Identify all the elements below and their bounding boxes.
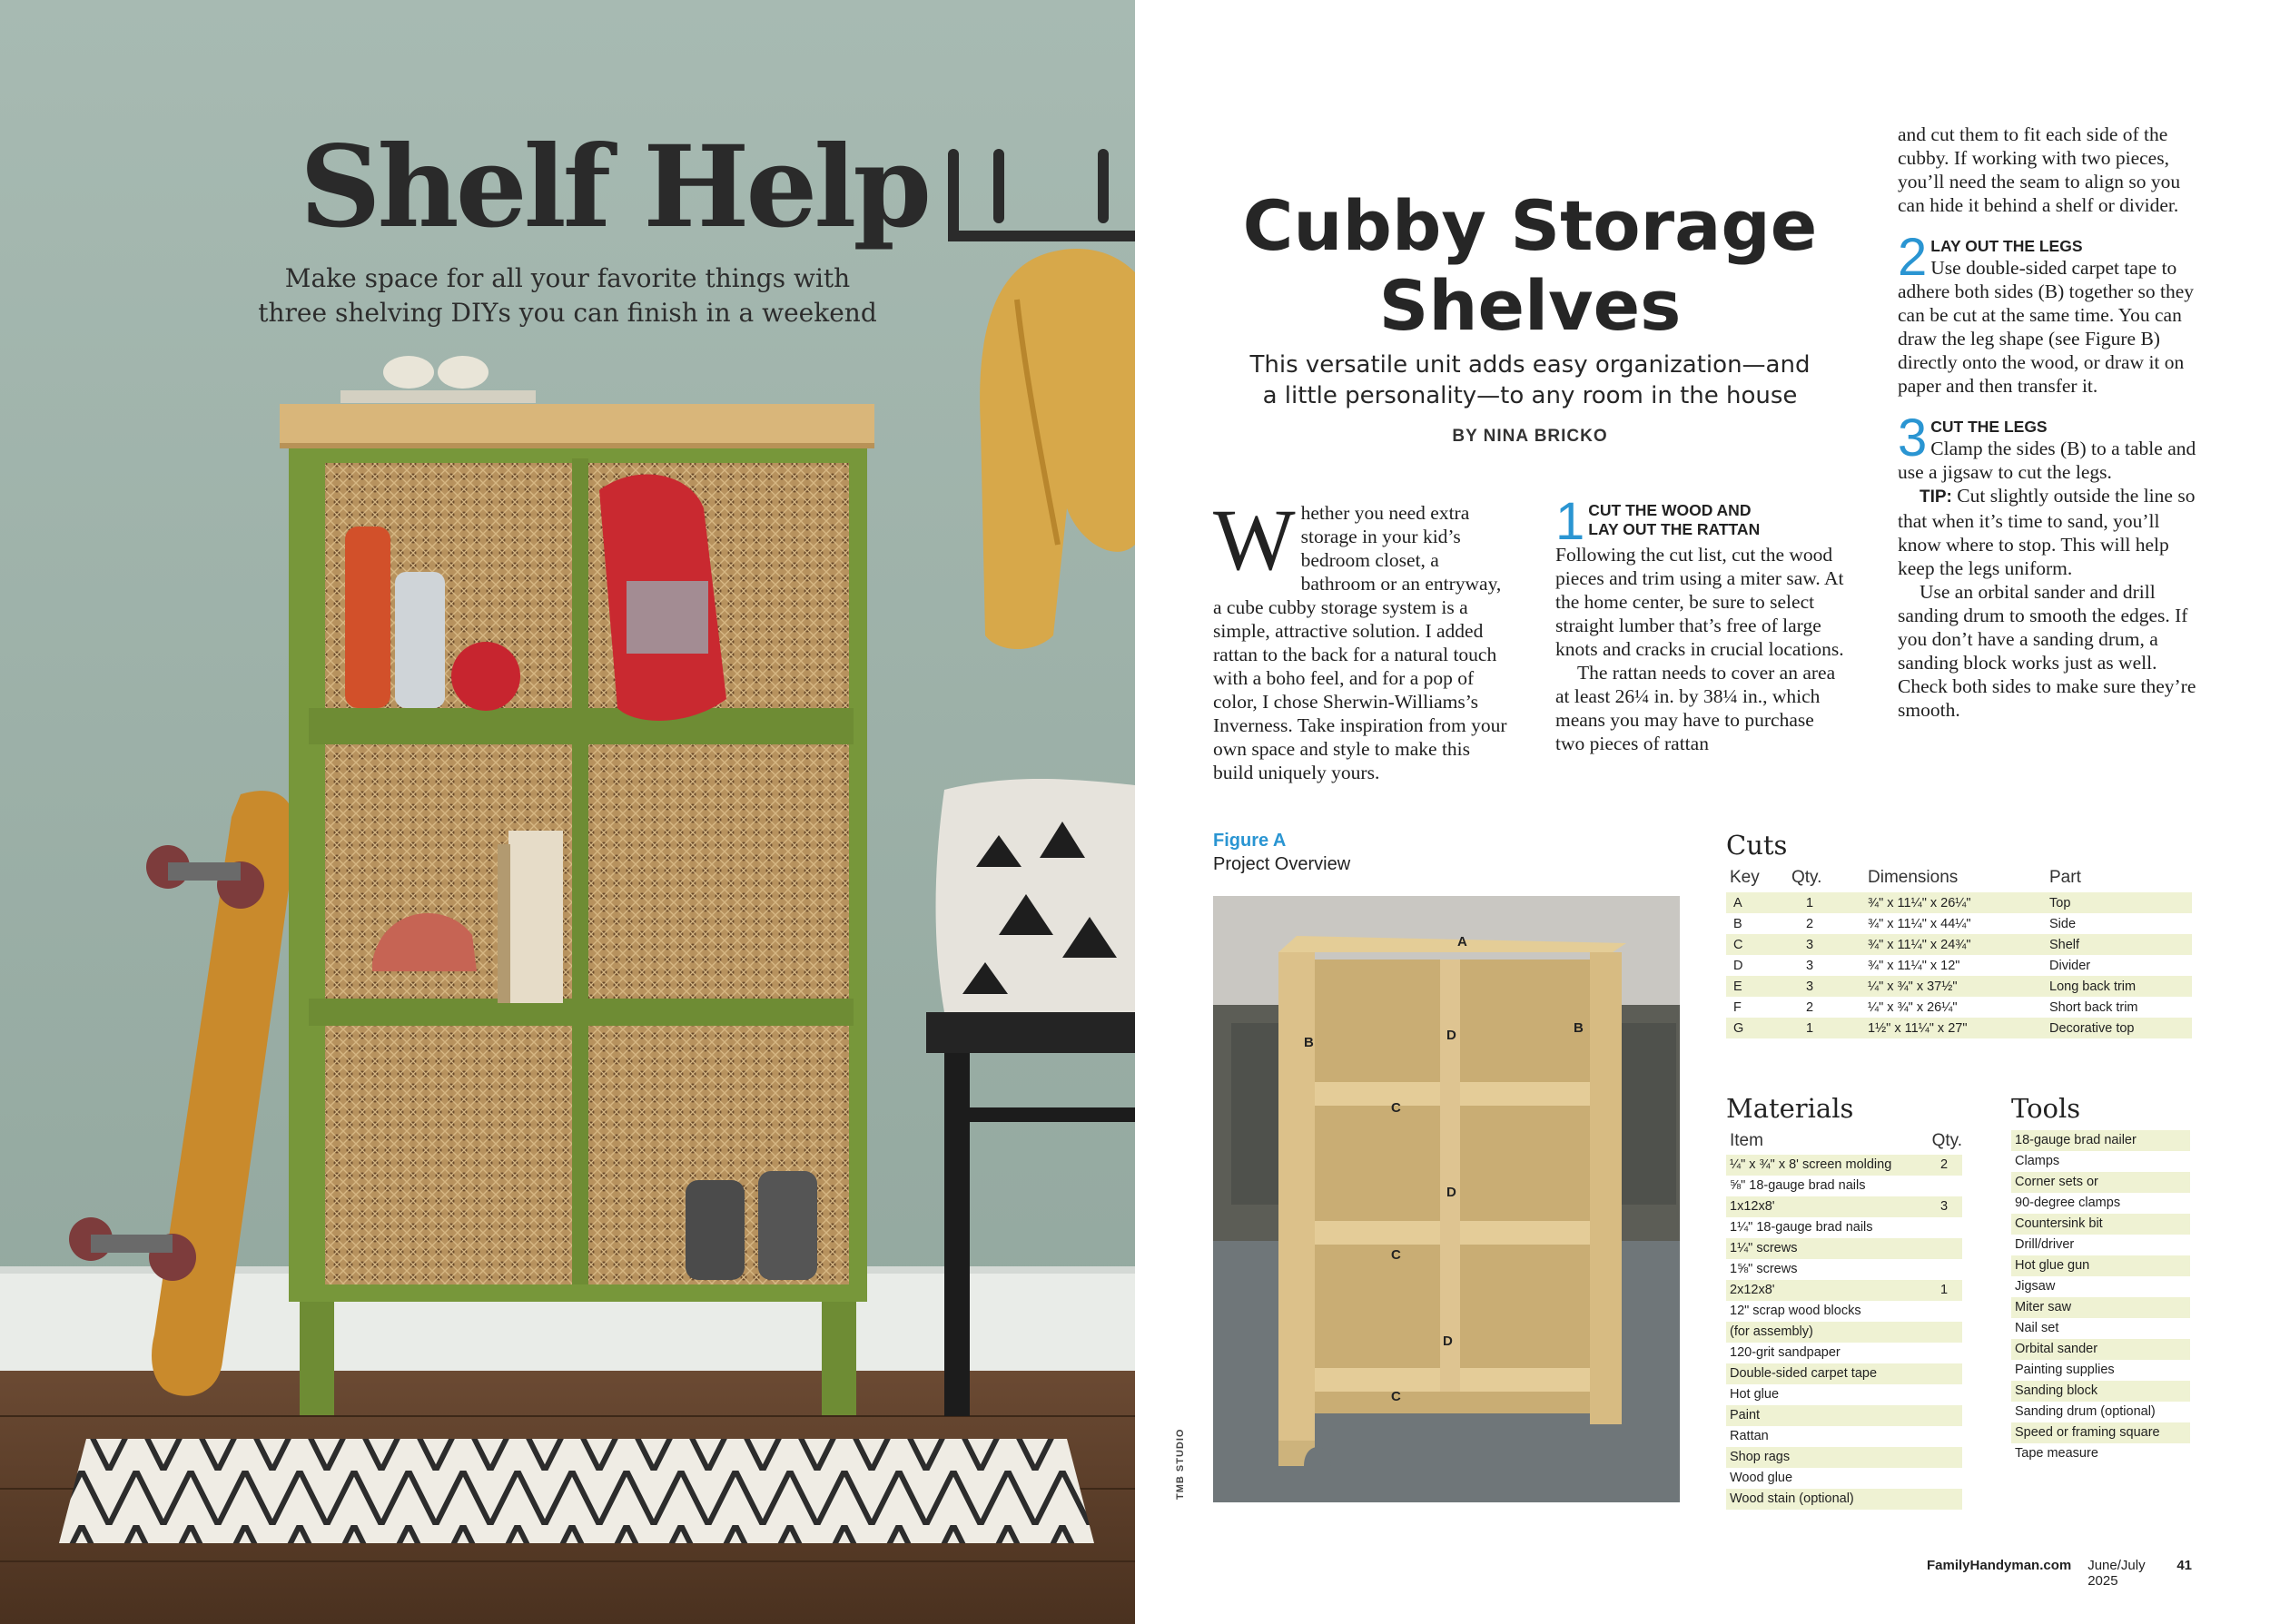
- cuts-cell-qty: 1: [1791, 1018, 1868, 1038]
- cuts-row: [1726, 955, 2192, 976]
- cuts-col-qty: Qty.: [1791, 868, 1822, 887]
- materials-row: [1726, 1468, 1962, 1489]
- figure-part-label: B: [1574, 1020, 1584, 1036]
- step-3-number: 3: [1898, 418, 1928, 468]
- materials-qty: [1926, 1301, 1962, 1322]
- tools-row: [2011, 1402, 2190, 1422]
- step-3-paragraph-1: Clamp the sides (B) to a table and use a jigsaw to cut the legs.: [1898, 438, 2196, 483]
- figure-part-label: D: [1443, 1334, 1453, 1349]
- materials-heading: Materials: [1726, 1093, 1854, 1124]
- figure-part-label: A: [1457, 934, 1467, 950]
- cuts-cell-dimensions: ¾" x 11¼" x 12": [1868, 958, 1960, 973]
- materials-qty: [1926, 1405, 1962, 1426]
- article-deck-line-2: a little personality—to any room in the house: [1262, 382, 1798, 409]
- cuts-cell-part: Shelf: [2049, 934, 2192, 955]
- materials-row: [1726, 1196, 1962, 1217]
- materials-row: [1726, 1426, 1962, 1447]
- materials-row: [1726, 1343, 1962, 1363]
- materials-item: 1¼" screws: [1730, 1241, 1798, 1255]
- materials-qty: [1926, 1217, 1962, 1238]
- cuts-cell-part: Short back trim: [2049, 999, 2138, 1015]
- materials-qty: [1926, 1322, 1962, 1343]
- materials-qty: [1926, 1176, 1962, 1196]
- spread-deck: [222, 261, 913, 330]
- tools-item: Miter saw: [2015, 1300, 2072, 1314]
- cuts-row: [1726, 1018, 2192, 1038]
- tools-row: [2011, 1151, 2190, 1172]
- cuts-cell-dimensions: 1½" x 11¼" x 27": [1868, 1018, 2049, 1038]
- figure-label: Figure A: [1213, 831, 1287, 851]
- tip-text: Cut slightly outside the line so that when it’s time to sand, you’ll know where to stop. This will help keep the legs uniform.: [1898, 485, 2196, 579]
- figure-part-label: C: [1391, 1389, 1401, 1404]
- materials-item: 12" scrap wood blocks: [1730, 1304, 1861, 1318]
- materials-qty: 3: [1939, 1199, 1949, 1214]
- materials-row: [1726, 1280, 1962, 1301]
- tools-row: [2011, 1130, 2190, 1151]
- photo-credit: TMB STUDIO: [1175, 1428, 1186, 1500]
- materials-item: 1⅝" screws: [1730, 1262, 1798, 1276]
- materials-qty: [1926, 1384, 1962, 1405]
- materials-row: [1726, 1155, 1962, 1176]
- tools-list: [2011, 1130, 2190, 1464]
- tools-row: [2011, 1193, 2190, 1214]
- tools-item: Countersink bit: [2015, 1216, 2103, 1231]
- cuts-cell-part: Long back trim: [2049, 976, 2192, 997]
- tools-row: [2011, 1235, 2190, 1255]
- tools-item: Speed or framing square: [2015, 1425, 2160, 1440]
- figure-part-label: B: [1304, 1035, 1314, 1050]
- cuts-cell-qty: 3: [1806, 958, 1814, 973]
- materials-row: [1726, 1322, 1962, 1343]
- tools-row: [2011, 1214, 2190, 1235]
- cuts-row: [1726, 892, 2192, 913]
- cuts-cell-key: G: [1726, 1018, 1791, 1038]
- tools-row: [2011, 1276, 2190, 1297]
- materials-item: Rattan: [1730, 1429, 1769, 1443]
- tools-row: [2011, 1318, 2190, 1339]
- tools-row: [2011, 1443, 2190, 1464]
- cuts-col-key: Key: [1730, 868, 1760, 887]
- cuts-col-dimensions: Dimensions: [1868, 868, 1959, 887]
- cuts-cell-dimensions: ¼" x ¾" x 37½": [1868, 976, 2049, 997]
- cuts-cell-qty: 3: [1791, 976, 1868, 997]
- materials-item: 1¼" 18-gauge brad nails: [1730, 1220, 1873, 1235]
- cuts-header-row: [1726, 868, 2192, 892]
- step-3-paragraph-2: Use an orbital sander and drill sanding drum to smooth the edges. If you don’t have a sanding drum, a sanding block works just as well. Check both sides to make sure they’re smooth.: [1898, 581, 2196, 721]
- materials-item: 120-grit sandpaper: [1730, 1345, 1841, 1360]
- step-3: [1898, 418, 2197, 722]
- cuts-cell-dimensions: ¾" x 11¼" x 26¼": [1868, 892, 2049, 913]
- materials-row: [1726, 1363, 1962, 1384]
- cuts-col-part: Part: [2049, 868, 2081, 887]
- footer-issue: June/July 2025: [2087, 1558, 2146, 1589]
- tools-item: Sanding drum (optional): [2015, 1404, 2156, 1419]
- tools-item: Nail set: [2015, 1321, 2059, 1335]
- tools-item: Tape measure: [2015, 1446, 2098, 1461]
- tools-row: [2011, 1422, 2190, 1443]
- materials-col-qty: Qty.: [1931, 1131, 1962, 1150]
- tools-item: Orbital sander: [2015, 1342, 2098, 1356]
- tools-row: [2011, 1172, 2190, 1193]
- step-1-paragraph-1: Following the cut list, cut the wood pieces and trim using a miter saw. At the home center, be sure to select straight lumber that’s free of large knots and cracks in crucial locations.: [1555, 544, 1844, 660]
- cuts-row: [1726, 976, 2192, 997]
- figure-a-photo: [1213, 896, 1680, 1502]
- cuts-cell-key: F: [1733, 999, 1742, 1015]
- tools-row: [2011, 1297, 2190, 1318]
- materials-qty: 2: [1939, 1157, 1949, 1172]
- materials-item: (for assembly): [1730, 1324, 1813, 1339]
- step-1-heading-line-1: CUT THE WOOD AND: [1588, 501, 1752, 519]
- tools-item: Drill/driver: [2015, 1237, 2075, 1252]
- step-2-heading: LAY OUT THE LEGS: [1930, 237, 2083, 255]
- materials-item: Hot glue: [1730, 1387, 1780, 1402]
- figure-part-label: C: [1391, 1100, 1401, 1116]
- materials-row: [1726, 1405, 1962, 1426]
- cuts-cell-key: E: [1726, 976, 1791, 997]
- materials-item: 1x12x8': [1730, 1199, 1775, 1214]
- cuts-cell-key: D: [1733, 958, 1743, 973]
- materials-row: [1726, 1217, 1962, 1238]
- materials-qty: [1926, 1489, 1962, 1510]
- cuts-cell-part: Divider: [2049, 958, 2091, 973]
- tools-item: Corner sets or: [2015, 1175, 2098, 1189]
- cuts-cell-part: Decorative top: [2049, 1018, 2192, 1038]
- cuts-cell-part: Top: [2049, 892, 2192, 913]
- cuts-heading: Cuts: [1726, 830, 1788, 861]
- cuts-cell-qty: 2: [1806, 999, 1814, 1015]
- tools-row: [2011, 1255, 2190, 1276]
- materials-item: Wood glue: [1730, 1471, 1793, 1485]
- step-1-column: [1555, 501, 1846, 755]
- article-title: [1208, 186, 1852, 346]
- step-column-3: [1898, 123, 2197, 722]
- cuts-cell-part: Side: [2049, 916, 2077, 931]
- page-footer: [1927, 1558, 2192, 1589]
- step-2-number: 2: [1898, 237, 1928, 287]
- cuts-cell-qty: 2: [1806, 916, 1814, 931]
- drop-cap: W: [1213, 491, 1296, 588]
- materials-qty: [1926, 1468, 1962, 1489]
- step-3-heading: CUT THE LEGS: [1930, 418, 2048, 436]
- materials-row: [1726, 1259, 1962, 1280]
- figure-part-label: D: [1446, 1185, 1456, 1200]
- materials-header-row: [1726, 1130, 1962, 1155]
- intro-column: [1213, 491, 1511, 784]
- spread-title: Shelf Help: [300, 122, 929, 253]
- article-deck: [1208, 349, 1852, 411]
- materials-item: ⅝" 18-gauge brad nails: [1730, 1178, 1866, 1193]
- materials-qty: [1926, 1363, 1962, 1384]
- step-1-paragraph-2-continued: and cut them to fit each side of the cubby. If working with two pieces, you’ll need the seam to align so you can hide it behind a shelf or divider.: [1898, 123, 2181, 216]
- cuts-row: [1726, 997, 2192, 1018]
- intro-text: hether you need extra storage in your kid’s bedroom closet, a bathroom or an entryway, a cube cubby storage system is a simple, attractive solution. I added rattan to the back for a natural touch with a boho feel, and for a pop of color, I chose Sherwin-Williams’s Inverness. Take inspiration from your own space and style to make this build uniquely yours.: [1213, 502, 1507, 783]
- spread-deck-line-2: three shelving DIYs you can finish in a weekend: [258, 298, 877, 328]
- step-1-heading: [1555, 501, 1846, 539]
- tools-item: 18-gauge brad nailer: [2015, 1133, 2137, 1147]
- materials-item: 2x12x8': [1730, 1283, 1775, 1297]
- tools-item: 90-degree clamps: [2015, 1196, 2121, 1210]
- article-title-line-2: Shelves: [1378, 265, 1682, 346]
- footer-page-number: 41: [2176, 1558, 2192, 1573]
- step-1-heading-line-2: LAY OUT THE RATTAN: [1588, 520, 1761, 538]
- spread-deck-line-1: Make space for all your favorite things with: [284, 263, 851, 293]
- cuts-cell-key: B: [1733, 916, 1742, 931]
- materials-item: Double-sided carpet tape: [1730, 1366, 1878, 1381]
- tools-item: Painting supplies: [2015, 1363, 2115, 1377]
- step-1-number: 1: [1555, 501, 1585, 543]
- cuts-row: [1726, 934, 2192, 955]
- article-title-line-1: Cubby Storage: [1242, 185, 1818, 266]
- materials-qty: [1926, 1426, 1962, 1447]
- materials-col-item: Item: [1730, 1131, 1763, 1150]
- materials-row: [1726, 1489, 1962, 1510]
- materials-qty: [1926, 1259, 1962, 1280]
- materials-item: ¼" x ¾" x 8' screen molding: [1730, 1157, 1892, 1172]
- tools-row: [2011, 1381, 2190, 1402]
- tip-label: TIP:: [1920, 487, 1952, 507]
- materials-list: [1726, 1130, 1962, 1510]
- materials-qty: 1: [1939, 1283, 1949, 1297]
- cuts-cell-qty: 1: [1791, 892, 1868, 913]
- figure-caption: Project Overview: [1213, 854, 1351, 874]
- tools-item: Jigsaw: [2015, 1279, 2056, 1294]
- materials-item: Wood stain (optional): [1730, 1491, 1854, 1506]
- footer-site: FamilyHandyman.com: [1927, 1558, 2072, 1573]
- figure-part-label: D: [1446, 1028, 1456, 1043]
- tools-row: [2011, 1360, 2190, 1381]
- materials-item: Paint: [1730, 1408, 1761, 1422]
- cuts-cell-dimensions: ¾" x 11¼" x 44¼": [1868, 916, 1971, 931]
- materials-qty: [1926, 1343, 1962, 1363]
- tools-heading: Tools: [2011, 1093, 2081, 1124]
- byline: BY NINA BRICKO: [1452, 427, 1608, 446]
- cuts-cell-dimensions: ¾" x 11¼" x 24¾": [1868, 934, 2049, 955]
- tools-item: Clamps: [2015, 1154, 2060, 1168]
- materials-qty: [1926, 1447, 1962, 1468]
- tools-item: Hot glue gun: [2015, 1258, 2090, 1273]
- step-2-paragraph: Use double-sided carpet tape to adhere both sides (B) together so they can be cut at the same time. You can draw the leg shape (see Figure B) directly onto the wood, or draw it on paper and then transfer it.: [1898, 257, 2194, 397]
- cuts-cell-qty: 3: [1791, 934, 1868, 955]
- article-deck-line-1: This versatile unit adds easy organization—and: [1249, 351, 1811, 379]
- materials-row: [1726, 1301, 1962, 1322]
- step-2: [1898, 237, 2197, 398]
- materials-row: [1726, 1238, 1962, 1259]
- cuts-cell-key: C: [1726, 934, 1791, 955]
- materials-item: Shop rags: [1730, 1450, 1791, 1464]
- cuts-table: [1726, 868, 2192, 1038]
- step-1-paragraph-2: The rattan needs to cover an area at least 26¼ in. by 38¼ in., which means you may have to purchase two pieces of rattan: [1555, 662, 1836, 754]
- figure-part-label: C: [1391, 1247, 1401, 1263]
- tools-row: [2011, 1339, 2190, 1360]
- tools-item: Sanding block: [2015, 1383, 2098, 1398]
- materials-row: [1726, 1176, 1962, 1196]
- cuts-cell-key: A: [1726, 892, 1791, 913]
- materials-row: [1726, 1447, 1962, 1468]
- cuts-row: [1726, 913, 2192, 934]
- materials-row: [1726, 1384, 1962, 1405]
- materials-qty: [1926, 1238, 1962, 1259]
- cuts-cell-dimensions: ¼" x ¾" x 26¼": [1868, 999, 1958, 1015]
